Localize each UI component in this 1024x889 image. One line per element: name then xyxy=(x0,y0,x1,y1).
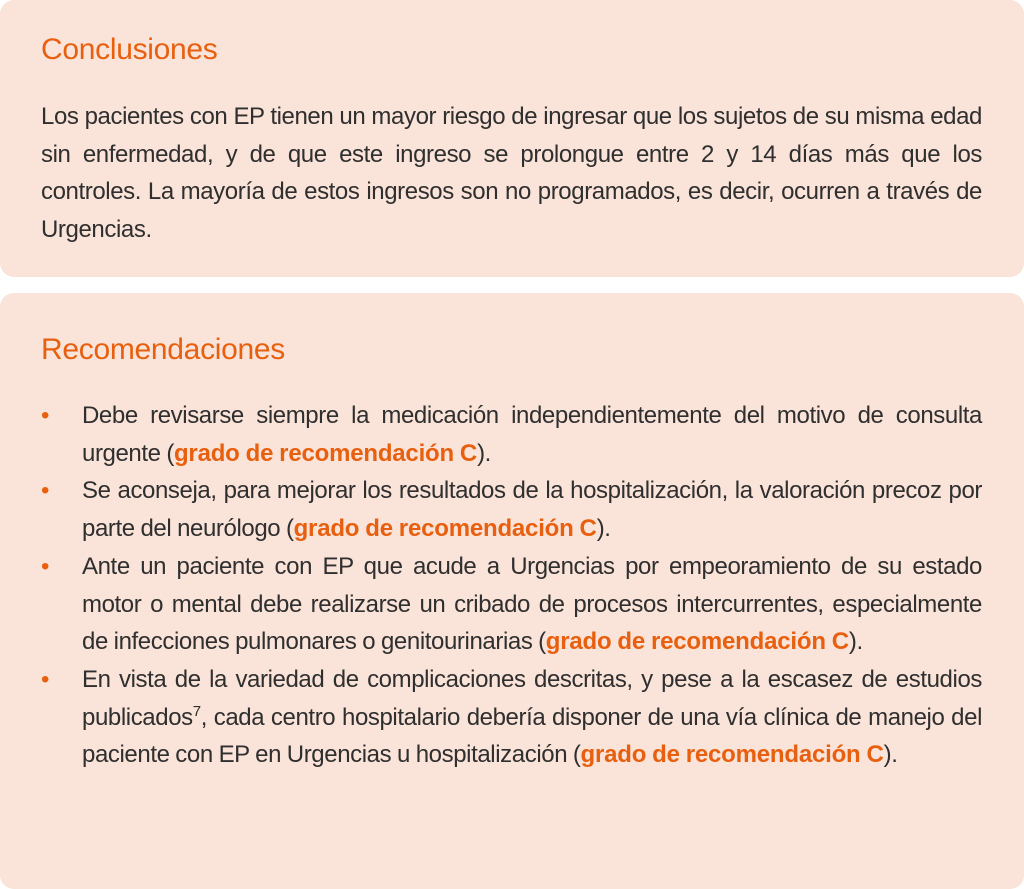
bullet-icon: • xyxy=(41,477,50,505)
bullet-icon: • xyxy=(41,665,50,693)
list-item xyxy=(41,661,982,774)
list-item xyxy=(41,397,982,472)
recommendation-grade: grado de recomendación C xyxy=(293,515,597,543)
recommendations-box xyxy=(0,293,1024,889)
recommendation-closing: ). xyxy=(596,515,611,543)
list-item xyxy=(41,548,982,661)
conclusions-title: Conclusiones xyxy=(41,33,218,66)
recommendation-closing: ). xyxy=(883,741,898,769)
recommendations-list xyxy=(41,397,982,774)
conclusions-box xyxy=(0,0,1024,277)
recommendation-text-after: , cada centro hospitalario debería disponer de una vía clínica de manejo del paciente con EP en Urgencias u hospitalización ( xyxy=(82,703,982,769)
bullet-icon: • xyxy=(41,402,50,429)
recommendation-grade: grado de recomendación C xyxy=(545,628,849,656)
recommendation-text: Ante un paciente con EP que acude a Urgencias por empeoramiento de su estado motor o mental debe realizarse un cribado de procesos intercurrentes, especialmente de infecciones pulmonares o genitourinarias ( xyxy=(82,552,982,656)
recommendation-text: En vista de la variedad de complicaciones descritas, y pese a la escasez de estudios publicados xyxy=(82,665,982,731)
recommendation-text: Debe revisarse siempre la medicación independientemente del motivo de consulta urgente ( xyxy=(82,402,982,467)
recommendations-title: Recomendaciones xyxy=(41,333,285,366)
recommendation-closing: ). xyxy=(477,439,491,467)
recommendation-grade: grado de recomendación C xyxy=(173,439,478,467)
bullet-icon: • xyxy=(41,552,50,580)
recommendation-grade: grado de recomendación C xyxy=(580,741,884,769)
recommendation-closing: ). xyxy=(848,628,863,656)
recommendation-text: Se aconseja, para mejorar los resultados de la hospitalización, la valoración precoz por parte del neurólogo ( xyxy=(82,477,982,543)
list-item xyxy=(41,472,982,547)
citation-superscript: 7 xyxy=(192,702,201,720)
conclusions-text: Los pacientes con EP tienen un mayor riesgo de ingresar que los sujetos de su misma edad sin enfermedad, y de que este ingreso se prolongue entre 2 y 14 días más que los controles. La mayoría de estos ingresos son no programados, es decir, ocurren a través de Urgencias. xyxy=(41,103,982,243)
